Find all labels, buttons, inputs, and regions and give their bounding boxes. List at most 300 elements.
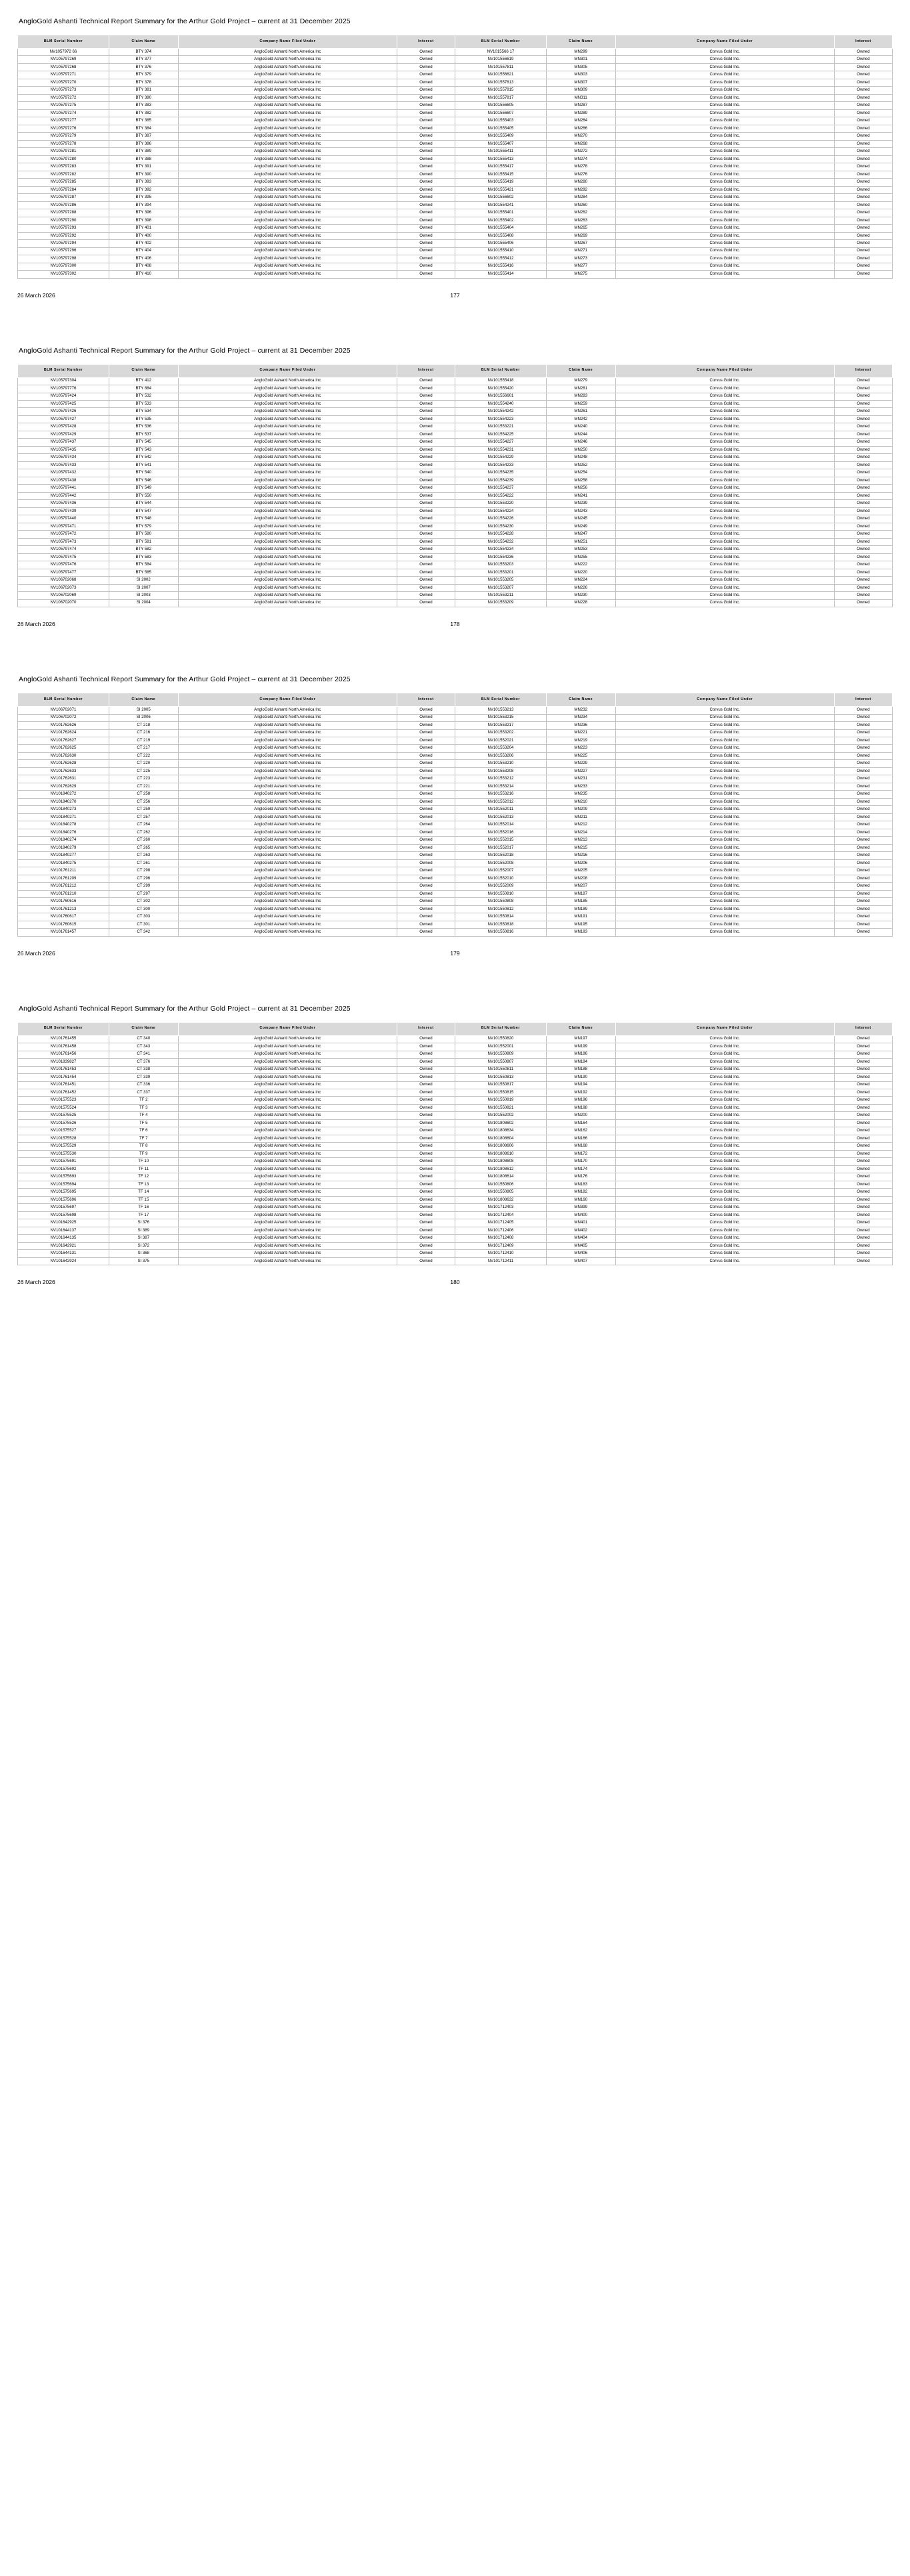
claim-name: BTY 550 (109, 492, 178, 499)
claim-name: CT 302 (109, 898, 178, 905)
company-name: AngloGold Ashanti North America Inc (178, 577, 397, 584)
claim-name: MN270 (546, 133, 615, 140)
blm-serial-number: NV101840277 (18, 852, 109, 859)
company-name: AngloGold Ashanti North America Inc (178, 821, 397, 829)
blm-serial-number: NV101556619 (455, 56, 546, 63)
claim-name: CT 264 (109, 821, 178, 829)
column-header: Interest (834, 693, 892, 707)
claim-name: BTY 548 (109, 515, 178, 523)
table-row (18, 783, 893, 790)
claim-name: MN221 (546, 729, 615, 737)
blm-serial-number: NV101575523 (18, 1097, 109, 1104)
blm-serial-number: NV101552008 (455, 859, 546, 867)
claim-name: MN276 (546, 171, 615, 178)
interest-value: Owned (834, 599, 892, 607)
company-name: Corvus Gold Inc. (615, 829, 834, 836)
blm-serial-number: NV101554236 (455, 553, 546, 561)
blm-serial-number: NV101808610 (455, 1150, 546, 1157)
interest-value: Owned (397, 1127, 455, 1135)
claim-name: MN260 (546, 201, 615, 209)
blm-serial-number: NV105797442 (18, 492, 109, 499)
blm-serial-number: NV101554229 (455, 454, 546, 461)
company-name: Corvus Gold Inc. (615, 890, 834, 897)
company-name: AngloGold Ashanti North America Inc (178, 179, 397, 186)
table-row (18, 492, 893, 499)
table-row (18, 905, 893, 913)
claim-name: MN283 (546, 393, 615, 400)
claim-name: MN194 (546, 1081, 615, 1089)
company-name: Corvus Gold Inc. (615, 1257, 834, 1265)
blm-serial-number: NV101554228 (455, 531, 546, 538)
company-name: AngloGold Ashanti North America Inc (178, 439, 397, 446)
table-row (18, 271, 893, 278)
table-row (18, 393, 893, 400)
blm-serial-number: NV101552012 (455, 798, 546, 805)
interest-value: Owned (397, 209, 455, 217)
interest-value: Owned (397, 1165, 455, 1173)
blm-serial-number: NV101575695 (18, 1189, 109, 1196)
interest-value: Owned (397, 439, 455, 446)
company-name: AngloGold Ashanti North America Inc (178, 71, 397, 79)
company-name: AngloGold Ashanti North America Inc (178, 531, 397, 538)
interest-value: Owned (834, 737, 892, 745)
claim-name: BTY 395 (109, 194, 178, 201)
interest-value: Owned (834, 492, 892, 499)
company-name: Corvus Gold Inc. (615, 492, 834, 499)
blm-serial-number: NV101762624 (18, 729, 109, 737)
claim-name: MN212 (546, 821, 615, 829)
blm-serial-number: NV101552009 (455, 883, 546, 890)
company-name: AngloGold Ashanti North America Inc (178, 767, 397, 775)
claim-name: MN193 (546, 929, 615, 936)
claim-name: MN197 (546, 1035, 615, 1043)
blm-serial-number: NV101555421 (455, 186, 546, 193)
claim-name: MN242 (546, 415, 615, 423)
company-name: AngloGold Ashanti North America Inc (178, 94, 397, 101)
company-name: AngloGold Ashanti North America Inc (178, 477, 397, 484)
column-header: Interest (834, 1022, 892, 1035)
blm-serial-number: NV101761452 (18, 1089, 109, 1096)
company-name: Corvus Gold Inc. (615, 783, 834, 790)
claim-name: MN164 (546, 1119, 615, 1127)
interest-value: Owned (834, 592, 892, 599)
claim-name: MN241 (546, 492, 615, 499)
claim-name: TF 13 (109, 1181, 178, 1188)
company-name: AngloGold Ashanti North America Inc (178, 385, 397, 393)
claim-name: MN189 (546, 905, 615, 913)
table-row (18, 722, 893, 729)
interest-value: Owned (834, 890, 892, 897)
company-name: AngloGold Ashanti North America Inc (178, 423, 397, 431)
interest-value: Owned (397, 492, 455, 499)
blm-serial-number: NV101575527 (18, 1127, 109, 1135)
table-row (18, 201, 893, 209)
company-name: AngloGold Ashanti North America Inc (178, 798, 397, 805)
claim-name: TF 9 (109, 1150, 178, 1157)
company-name: AngloGold Ashanti North America Inc (178, 813, 397, 821)
company-name: AngloGold Ashanti North America Inc (178, 760, 397, 767)
claim-name: SI 376 (109, 1219, 178, 1227)
claim-name: BTY 406 (109, 255, 178, 263)
page-footer (17, 949, 893, 958)
company-name: Corvus Gold Inc. (615, 760, 834, 767)
table-row (18, 1189, 893, 1196)
blm-serial-number: NV105797432 (18, 469, 109, 477)
company-name: AngloGold Ashanti North America Inc (178, 1173, 397, 1181)
blm-serial-number: NV101554223 (455, 415, 546, 423)
claim-name: MN254 (546, 469, 615, 477)
company-name: AngloGold Ashanti North America Inc (178, 791, 397, 798)
blm-serial-number: NV105797276 (18, 125, 109, 132)
interest-value: Owned (834, 1242, 892, 1249)
interest-value: Owned (834, 883, 892, 890)
table-row (18, 148, 893, 155)
company-name: Corvus Gold Inc. (615, 531, 834, 538)
blm-serial-number: NV101554242 (455, 408, 546, 415)
interest-value: Owned (834, 714, 892, 721)
company-name: Corvus Gold Inc. (615, 806, 834, 813)
company-name: AngloGold Ashanti North America Inc (178, 707, 397, 714)
claim-name: SI 2007 (109, 584, 178, 591)
table-row (18, 1104, 893, 1111)
table-row (18, 1196, 893, 1203)
table-row (18, 1127, 893, 1135)
blm-serial-number: NV101762628 (18, 760, 109, 767)
blm-serial-number: NV101552015 (455, 837, 546, 844)
interest-value: Owned (397, 148, 455, 155)
blm-serial-number: NV101762625 (18, 745, 109, 752)
claim-name: BTY 380 (109, 94, 178, 101)
blm-serial-number: NV105797776 (18, 385, 109, 393)
company-name: AngloGold Ashanti North America Inc (178, 87, 397, 94)
company-name: Corvus Gold Inc. (615, 240, 834, 247)
blm-serial-number: NV101554224 (455, 507, 546, 515)
page-separator (0, 635, 910, 658)
blm-serial-number: NV101553209 (455, 599, 546, 607)
blm-serial-number: NV101761209 (18, 875, 109, 882)
blm-serial-number: NV101553201 (455, 569, 546, 576)
claim-name: BTY 376 (109, 63, 178, 71)
blm-serial-number: NV101556601 (455, 393, 546, 400)
interest-value: Owned (397, 217, 455, 224)
interest-value: Owned (397, 1235, 455, 1242)
claim-name: BTY 393 (109, 179, 178, 186)
claim-name: MN402 (546, 1227, 615, 1234)
company-name: Corvus Gold Inc. (615, 837, 834, 844)
company-name: AngloGold Ashanti North America Inc (178, 461, 397, 469)
company-name: AngloGold Ashanti North America Inc (178, 829, 397, 836)
interest-value: Owned (397, 263, 455, 270)
blm-serial-number: NV105797288 (18, 209, 109, 217)
table-row (18, 767, 893, 775)
blm-serial-number: NV101761213 (18, 905, 109, 913)
blm-serial-number: NV101550808 (455, 898, 546, 905)
blm-serial-number: NV101550805 (455, 1189, 546, 1196)
interest-value: Owned (397, 408, 455, 415)
claim-name: MN219 (546, 737, 615, 745)
claim-name: MN160 (546, 1196, 615, 1203)
blm-serial-number: NV101552021 (455, 737, 546, 745)
claim-name: CT 217 (109, 745, 178, 752)
table-row (18, 546, 893, 553)
company-name: Corvus Gold Inc. (615, 1204, 834, 1211)
company-name: Corvus Gold Inc. (615, 179, 834, 186)
blm-serial-number: NV101761451 (18, 1081, 109, 1089)
table-row (18, 1219, 893, 1227)
claim-name: MN209 (546, 806, 615, 813)
interest-value: Owned (834, 209, 892, 217)
blm-serial-number: NV101554230 (455, 523, 546, 530)
company-name: Corvus Gold Inc. (615, 1235, 834, 1242)
table-row (18, 577, 893, 584)
blm-serial-number: NV101552018 (455, 852, 546, 859)
interest-value: Owned (834, 553, 892, 561)
interest-value: Owned (834, 439, 892, 446)
table-row (18, 1250, 893, 1257)
interest-value: Owned (397, 1112, 455, 1119)
table-row (18, 829, 893, 836)
column-header: Claim Name (109, 35, 178, 49)
claim-name: CT 221 (109, 783, 178, 790)
company-name: AngloGold Ashanti North America Inc (178, 714, 397, 721)
interest-value: Owned (397, 837, 455, 844)
table-row (18, 507, 893, 515)
claim-name: MN234 (546, 714, 615, 721)
table-row (18, 837, 893, 844)
table-row (18, 798, 893, 805)
table-row (18, 1150, 893, 1157)
interest-value: Owned (397, 1227, 455, 1234)
table-row (18, 140, 893, 147)
table-row (18, 821, 893, 829)
table-row (18, 56, 893, 63)
blm-serial-number: NV101760615 (18, 921, 109, 928)
page-footer (17, 291, 893, 300)
table-row (18, 515, 893, 523)
blm-serial-number: NV101642921 (18, 1242, 109, 1249)
claim-name: CT 257 (109, 813, 178, 821)
blm-serial-number: NV101761455 (18, 1035, 109, 1043)
claim-name: MN269 (546, 232, 615, 239)
table-row (18, 561, 893, 569)
blm-serial-number: NV101554234 (455, 546, 546, 553)
company-name: AngloGold Ashanti North America Inc (178, 1112, 397, 1119)
table-row (18, 133, 893, 140)
blm-serial-number: NV101712406 (455, 1227, 546, 1234)
company-name: AngloGold Ashanti North America Inc (178, 79, 397, 86)
interest-value: Owned (397, 905, 455, 913)
claim-name: MN271 (546, 247, 615, 255)
company-name: AngloGold Ashanti North America Inc (178, 1189, 397, 1196)
claim-name: MN307 (546, 79, 615, 86)
table-row (18, 79, 893, 86)
claim-name: MN214 (546, 829, 615, 836)
company-name: Corvus Gold Inc. (615, 71, 834, 79)
company-name: Corvus Gold Inc. (615, 844, 834, 851)
company-name: Corvus Gold Inc. (615, 255, 834, 263)
blm-serial-number: NV101555420 (455, 385, 546, 393)
company-name: Corvus Gold Inc. (615, 477, 834, 484)
claim-name: MN274 (546, 155, 615, 163)
interest-value: Owned (397, 1066, 455, 1073)
blm-serial-number: NV101761211 (18, 867, 109, 875)
blm-serial-number: NV101840273 (18, 806, 109, 813)
blm-serial-number: NV101762631 (18, 775, 109, 783)
company-name: Corvus Gold Inc. (615, 538, 834, 545)
blm-serial-number: NV101550821 (455, 1104, 546, 1111)
interest-value: Owned (397, 707, 455, 714)
blm-serial-number: NV101760616 (18, 898, 109, 905)
claim-name: BTY 400 (109, 232, 178, 239)
table-row (18, 1066, 893, 1073)
column-header: Interest (397, 693, 455, 707)
blm-serial-number: NV105797272 (18, 94, 109, 101)
table-row (18, 109, 893, 117)
blm-serial-number: NV105797271 (18, 71, 109, 79)
footer-date: 26 March 2026 (17, 621, 55, 628)
column-header: Claim Name (109, 1022, 178, 1035)
claim-name: MN301 (546, 56, 615, 63)
column-header: Claim Name (546, 35, 615, 49)
blm-serial-number: NV101554240 (455, 400, 546, 407)
blm-serial-number: NV105797477 (18, 569, 109, 576)
company-name: Corvus Gold Inc. (615, 232, 834, 239)
claim-name: BTY 383 (109, 102, 178, 109)
claim-name: MN233 (546, 783, 615, 790)
claim-name: CT 259 (109, 806, 178, 813)
interest-value: Owned (834, 102, 892, 109)
interest-value: Owned (834, 71, 892, 79)
interest-value: Owned (834, 584, 892, 591)
blm-serial-number: NV105797294 (18, 240, 109, 247)
company-name: Corvus Gold Inc. (615, 1119, 834, 1127)
page-separator (0, 307, 910, 329)
interest-value: Owned (397, 929, 455, 936)
claim-name: MN188 (546, 1066, 615, 1073)
claim-name: MN230 (546, 592, 615, 599)
interest-value: Owned (834, 507, 892, 515)
company-name: Corvus Gold Inc. (615, 867, 834, 875)
interest-value: Owned (834, 446, 892, 453)
interest-value: Owned (397, 852, 455, 859)
blm-serial-number: NV101808608 (455, 1158, 546, 1165)
claim-name: BTY 391 (109, 163, 178, 171)
blm-serial-number: NV101557817 (455, 94, 546, 101)
blm-serial-number: NV101554227 (455, 439, 546, 446)
company-name: Corvus Gold Inc. (615, 461, 834, 469)
claim-name: TF 4 (109, 1112, 178, 1119)
interest-value: Owned (834, 140, 892, 147)
claim-name: CT 263 (109, 852, 178, 859)
claim-name: MN267 (546, 240, 615, 247)
claim-name: MN259 (546, 400, 615, 407)
interest-value: Owned (834, 875, 892, 882)
claim-name: TF 11 (109, 1165, 178, 1173)
blm-serial-number: NV105797293 (18, 225, 109, 232)
footer-date: 26 March 2026 (17, 949, 55, 957)
interest-value: Owned (834, 477, 892, 484)
blm-serial-number: NV101553202 (455, 729, 546, 737)
company-name: AngloGold Ashanti North America Inc (178, 722, 397, 729)
claim-name: BTY 412 (109, 377, 178, 385)
interest-value: Owned (834, 775, 892, 783)
blm-serial-number: NV105797424 (18, 393, 109, 400)
blm-serial-number: NV101553216 (455, 791, 546, 798)
claim-name: MN311 (546, 94, 615, 101)
interest-value: Owned (834, 94, 892, 101)
claim-name: MN399 (546, 1204, 615, 1211)
company-name: Corvus Gold Inc. (615, 271, 834, 278)
blm-serial-number: NV101712411 (455, 1257, 546, 1265)
blm-serial-number: NV101554231 (455, 446, 546, 453)
interest-value: Owned (397, 515, 455, 523)
company-name: AngloGold Ashanti North America Inc (178, 1257, 397, 1265)
company-name: AngloGold Ashanti North America Inc (178, 102, 397, 109)
interest-value: Owned (397, 446, 455, 453)
company-name: AngloGold Ashanti North America Inc (178, 1235, 397, 1242)
claim-name: MN190 (546, 1074, 615, 1081)
claim-name: MN282 (546, 186, 615, 193)
claim-name: MN200 (546, 1112, 615, 1119)
claim-name: BTY 532 (109, 393, 178, 400)
company-name: Corvus Gold Inc. (615, 584, 834, 591)
company-name: AngloGold Ashanti North America Inc (178, 263, 397, 270)
interest-value: Owned (397, 423, 455, 431)
column-header: Claim Name (109, 693, 178, 707)
claim-name: SI 2002 (109, 577, 178, 584)
blm-serial-number: NV101555412 (455, 255, 546, 263)
column-header: Interest (397, 1022, 455, 1035)
company-name: Corvus Gold Inc. (615, 729, 834, 737)
interest-value: Owned (834, 1196, 892, 1203)
table-row (18, 745, 893, 752)
table-row (18, 813, 893, 821)
company-name: AngloGold Ashanti North America Inc (178, 599, 397, 607)
interest-value: Owned (834, 485, 892, 492)
company-name: AngloGold Ashanti North America Inc (178, 186, 397, 193)
claim-name: CT 339 (109, 1074, 178, 1081)
interest-value: Owned (834, 1250, 892, 1257)
interest-value: Owned (397, 592, 455, 599)
company-name: Corvus Gold Inc. (615, 929, 834, 936)
claim-name: BTY 547 (109, 507, 178, 515)
claim-name: BTY 398 (109, 217, 178, 224)
blm-serial-number: NV101556607 (455, 109, 546, 117)
claim-name: MN226 (546, 584, 615, 591)
blm-serial-number: NV105797438 (18, 477, 109, 484)
company-name: Corvus Gold Inc. (615, 49, 834, 56)
table-row (18, 461, 893, 469)
column-header: BLM Serial Number (18, 35, 109, 49)
company-name: Corvus Gold Inc. (615, 423, 834, 431)
claim-name: TF 6 (109, 1127, 178, 1135)
table-row (18, 1204, 893, 1211)
interest-value: Owned (834, 393, 892, 400)
blm-serial-number: NV101761456 (18, 1051, 109, 1058)
interest-value: Owned (834, 1135, 892, 1142)
company-name: AngloGold Ashanti North America Inc (178, 217, 397, 224)
blm-serial-number: NV101840274 (18, 837, 109, 844)
column-header: BLM Serial Number (18, 1022, 109, 1035)
table-row (18, 852, 893, 859)
company-name: AngloGold Ashanti North America Inc (178, 240, 397, 247)
blm-serial-number: NV101550820 (455, 1035, 546, 1043)
table-row (18, 1112, 893, 1119)
interest-value: Owned (397, 49, 455, 56)
claim-name: MN224 (546, 577, 615, 584)
company-name: AngloGold Ashanti North America Inc (178, 201, 397, 209)
company-name: Corvus Gold Inc. (615, 385, 834, 393)
